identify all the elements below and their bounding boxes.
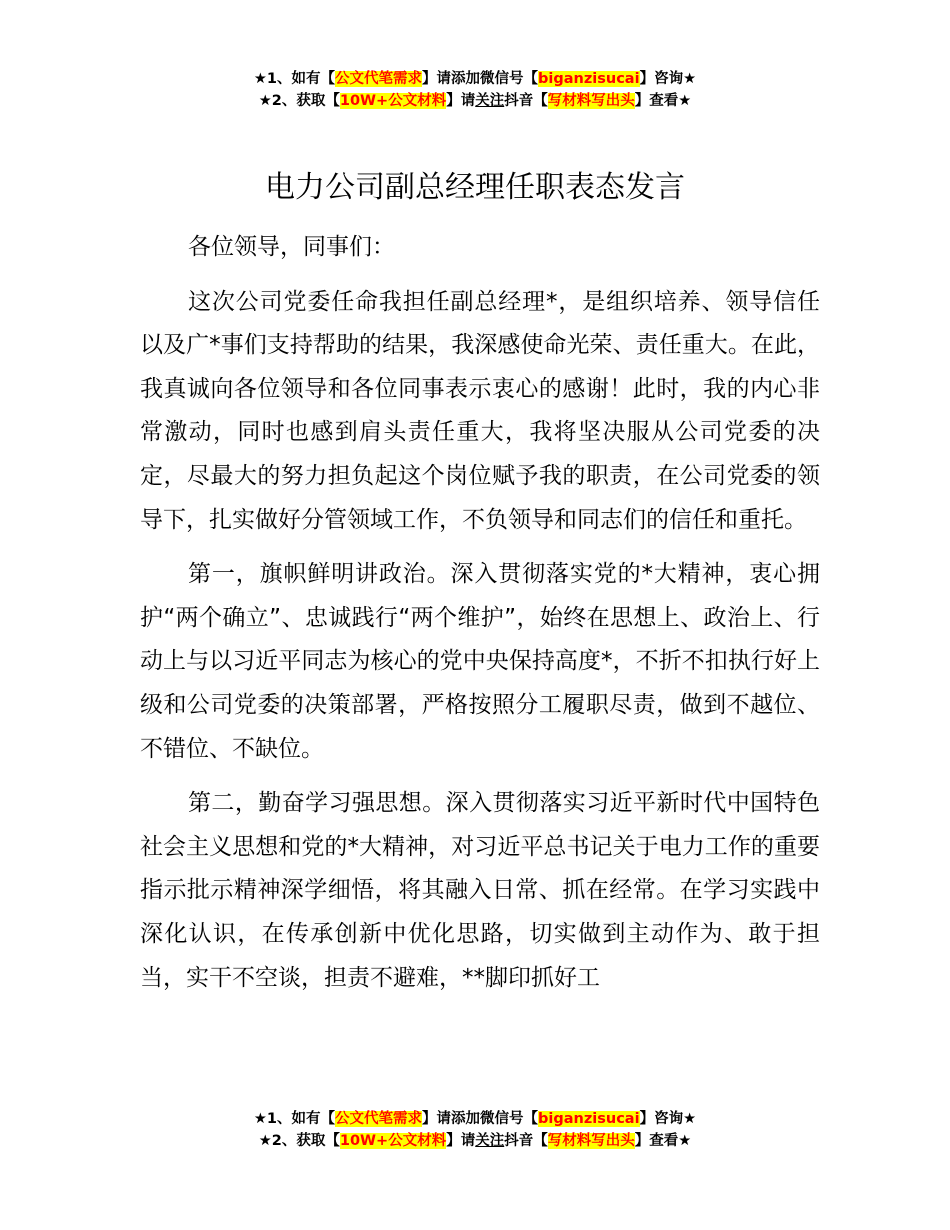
header-promo-banner: [0, 68, 950, 112]
greeting: 各位领导，同事们：: [188, 234, 395, 260]
paragraph-1: 这次公司党委任命我担任副总经理*，是组织培养、领导信任以及广*事们支持帮助的结果，我深感使命光荣、责任重大。在此，我真诚向各位领导和各位同事表示衷心的感谢！此时，我的内心非常激动，同时也感到肩头责任重大，我将坚决服从公司党委的决定，尽最大的努力担负起这个岗位赋予我的职责，在公司党委的领导下，扎实做好分管领域工作，不负领导和同志们的信任和重托。: [140, 288, 820, 533]
promo-highlight: biganzisucai: [538, 1111, 640, 1127]
promo-highlight: 写材料写出头: [547, 93, 635, 109]
promo-highlight: 10W+公文材料: [339, 1133, 447, 1149]
promo-underline: 关注: [475, 93, 505, 109]
promo-highlight: 公文代笔需求: [335, 1111, 423, 1127]
document-title: 电力公司副总经理任职表态发言: [265, 170, 685, 205]
paragraph-3: 第二，勤奋学习强思想。深入贯彻落实习近平新时代中国特色社会主义思想和党的*大精神，对习近平总书记关于电力工作的重要指示批示精神深学细悟，将其融入日常、抓在经常。在学习实践中深化认识，在传承创新中优化思路，切实做到主动作为、敢于担当，实干不空谈，担责不避难，**脚印抓好工: [140, 790, 820, 991]
promo-underline: 关注: [475, 1133, 505, 1149]
promo-line-1: ★1、如有【公文代笔需求】请添加微信号【biganzisucai】咨询★: [253, 1111, 697, 1127]
document-body: [140, 226, 820, 1000]
footer-promo-banner: [0, 1108, 950, 1152]
promo-highlight: 10W+公文材料: [339, 93, 447, 109]
paragraph-2: 第一，旗帜鲜明讲政治。深入贯彻落实党的*大精神，衷心拥护“两个确立”、忠诚践行“两个维护”，始终在思想上、政治上、行动上与以习近平同志为核心的党中央保持高度*，不折不扣执行好上级和公司党委的决策部署，严格按照分工履职尽责，做到不越位、不错位、不缺位。: [140, 561, 820, 762]
promo-highlight: 公文代笔需求: [335, 71, 423, 87]
promo-line-2: ★2、获取【10W+公文材料】请关注抖音【写材料写出头】查看★: [258, 1133, 692, 1149]
promo-highlight: 写材料写出头: [547, 1133, 635, 1149]
promo-line-2: ★2、获取【10W+公文材料】请关注抖音【写材料写出头】查看★: [258, 93, 692, 109]
promo-line-1: ★1、如有【公文代笔需求】请添加微信号【biganzisucai】咨询★: [253, 71, 697, 87]
promo-highlight: biganzisucai: [538, 71, 640, 87]
